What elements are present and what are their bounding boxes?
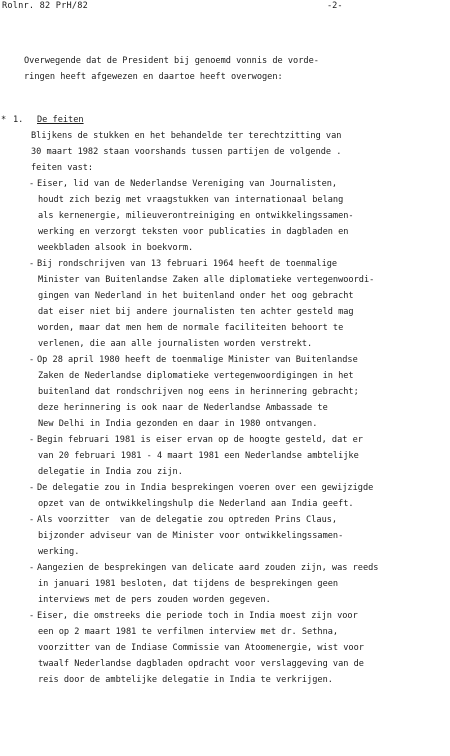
fact-line: Zaken de Nederlandse diplomatieke vertegenwoordigingen in het (38, 371, 354, 381)
page-header (0, 1, 450, 13)
fact-line: Eiser, lid van de Nederlandse Vereniging van Journalisten, (37, 179, 338, 189)
fact-line: van 20 februari 1981 - 4 maart 1981 een Nederlandse ambtelijke (38, 451, 359, 461)
section-title: De feiten (37, 115, 84, 125)
fact-item (29, 432, 448, 480)
fact-line: De delegatie zou in India besprekingen voeren over een gewijzigde (37, 483, 374, 493)
fact-line: Minister van Buitenlandse Zaken alle diplomatieke vertegenwoordi- (38, 275, 375, 285)
fact-line: bijzonder adviseur van de Minister voor ontwikkelingssamen- (38, 531, 344, 541)
fact-line: een op 2 maart 1981 te verfilmen interview met dr. Sethna, (38, 627, 339, 637)
fact-line: verlenen, die aan alle journalisten worden verstrekt. (38, 339, 313, 349)
section-facts (0, 112, 450, 688)
fact-line: Op 28 april 1980 heeft de toenmalige Minister van Buitenlandse (37, 355, 358, 365)
intro-line: ringen heeft afgewezen en daartoe heeft overwogen: (24, 72, 283, 82)
fact-line: Als voorzitter van de delegatie zou optreden Prins Claus, (37, 515, 338, 525)
fact-line: werking en verzorgt teksten voor publicaties in dagbladen en (38, 227, 349, 237)
bullet-dash: - (29, 611, 35, 621)
fact-line: worden, maar dat men hem de normale faciliteiten behoort te (38, 323, 344, 333)
bullet-dash: - (29, 355, 35, 365)
section-heading (0, 112, 450, 128)
fact-line: twaalf Nederlandse dagbladen opdracht voor verslaggeving van de (38, 659, 364, 669)
facts-list (0, 176, 450, 688)
fact-line: Begin februari 1981 is eiser ervan op de hoogte gesteld, dat er (37, 435, 363, 445)
fact-item (29, 512, 448, 560)
fact-line: werking. (38, 547, 80, 557)
intro-paragraph (24, 53, 434, 85)
fact-line: New Delhi in India gezonden en daar in 1980 ontvangen. (38, 419, 318, 429)
paragraph-line: 30 maart 1982 staan voorshands tussen partijen de volgende . (31, 147, 342, 157)
fact-line: delegatie in India zou zijn. (38, 467, 183, 477)
fact-item (29, 560, 448, 608)
margin-marker: * (1, 115, 7, 125)
section-number: 1. (13, 115, 24, 125)
fact-line: Bij rondschrijven van 13 februari 1964 heeft de toenmalige (37, 259, 338, 269)
fact-line: interviews met de pers zouden worden gegeven. (38, 595, 271, 605)
fact-line: in januari 1981 besloten, dat tijdens de besprekingen geen (38, 579, 339, 589)
fact-item (29, 608, 448, 688)
fact-line: Eiser, die omstreeks die periode toch in India moest zijn voor (37, 611, 358, 621)
paragraph-line: feiten vast: (31, 163, 94, 173)
bullet-dash: - (29, 179, 35, 189)
fact-item (29, 352, 448, 432)
intro-line: Overwegende dat de President bij genoemd vonnis de vorde- (24, 56, 319, 66)
fact-line: opzet van de ontwikkelingshulp die Nederland aan India geeft. (38, 499, 354, 509)
bullet-dash: - (29, 563, 35, 573)
fact-line: reis door de ambtelijke delegatie in India te verkrijgen. (38, 675, 333, 685)
fact-item (29, 480, 448, 512)
fact-line: houdt zich bezig met vraagstukken van internationaal belang (38, 195, 344, 205)
fact-item (29, 176, 448, 256)
fact-item (29, 256, 448, 352)
fact-line: dat eiser niet bij andere journalisten ten achter gesteld mag (38, 307, 354, 317)
fact-line: buitenland dat rondschrijven nog eens in herinnering gebracht; (38, 387, 359, 397)
fact-line: gingen van Nederland in het buitenland onder het oog gebracht (38, 291, 354, 301)
fact-line: voorzitter van de Indiase Commissie van Atoomenergie, wist voor (38, 643, 364, 653)
section-intro-paragraph (31, 128, 443, 176)
bullet-dash: - (29, 435, 35, 445)
bullet-dash: - (29, 259, 35, 269)
case-reference: Rolnr. 82 PrH/82 (2, 1, 88, 11)
fact-line: weekbladen alsook in boekvorm. (38, 243, 194, 253)
fact-line: Aangezien de besprekingen van delicate aard zouden zijn, was reeds (37, 563, 379, 573)
fact-line: als kernenergie, milieuverontreiniging en ontwikkelingssamen- (38, 211, 354, 221)
bullet-dash: - (29, 483, 35, 493)
bullet-dash: - (29, 515, 35, 525)
fact-line: deze herinnering is ook naar de Nederlandse Ambassade te (38, 403, 328, 413)
paragraph-line: Blijkens de stukken en het behandelde ter terechtzitting van (31, 131, 342, 141)
page-number: -2- (327, 1, 343, 11)
